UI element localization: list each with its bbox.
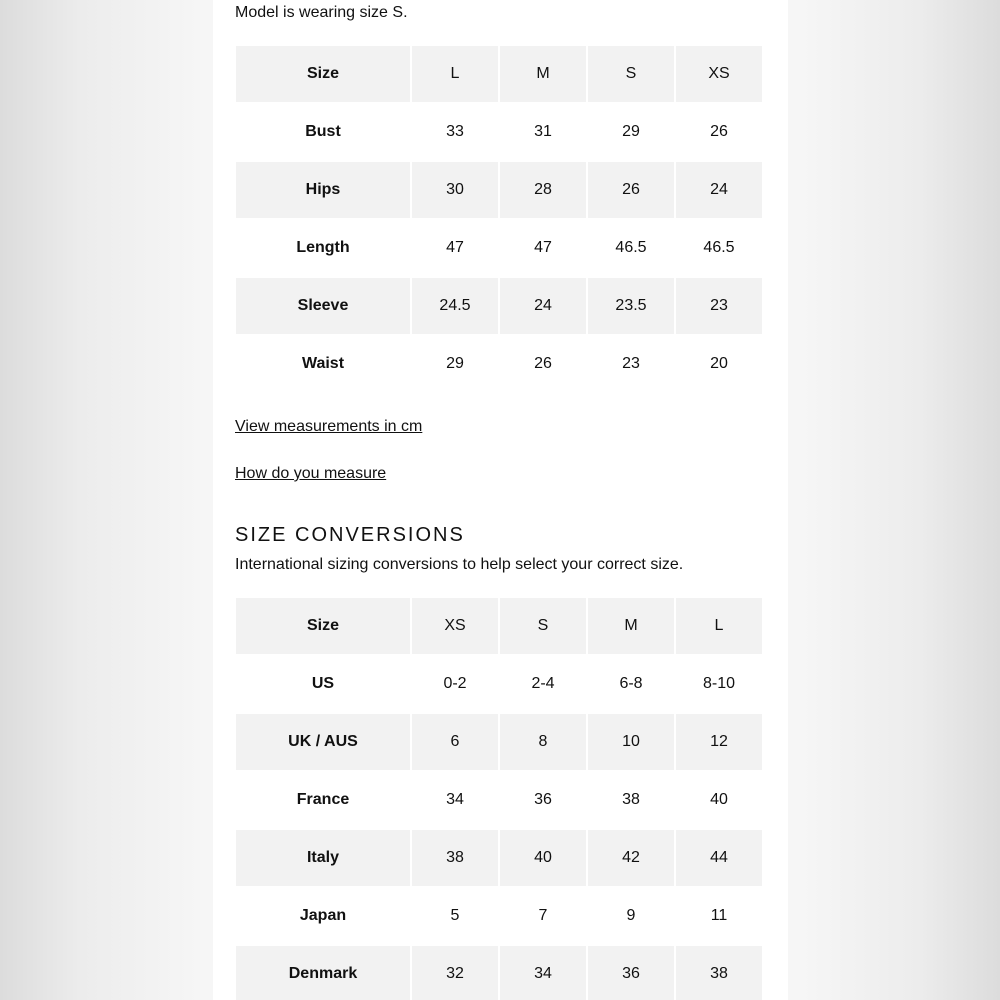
table-cell: 23 xyxy=(622,355,640,372)
table-cell: 28 xyxy=(500,162,586,218)
table-cell: 38 xyxy=(412,830,498,886)
table-cell: 24.5 xyxy=(412,278,498,334)
header-cell: Size xyxy=(236,598,410,654)
header-cell: S xyxy=(588,46,674,102)
table-row xyxy=(236,278,762,334)
row-label: Waist xyxy=(301,355,345,372)
row-label: UK / AUS xyxy=(236,714,410,770)
header-cell: L xyxy=(412,46,498,102)
table-cell: 7 xyxy=(538,907,548,924)
table-cell: 24 xyxy=(500,278,586,334)
header-cell: S xyxy=(500,598,586,654)
row-label: US xyxy=(311,675,335,692)
table-row xyxy=(236,830,762,886)
header-cell: XS xyxy=(676,46,762,102)
measurements-table xyxy=(234,44,764,394)
row-label: France xyxy=(296,791,350,808)
header-cell: L xyxy=(676,598,762,654)
table-row xyxy=(236,162,762,218)
table-cell: 38 xyxy=(676,946,762,1000)
conversions-table xyxy=(234,596,764,1000)
row-label: Japan xyxy=(299,907,347,924)
view-cm-link[interactable]: View measurements in cm xyxy=(235,418,423,435)
table-row xyxy=(236,336,762,392)
table-cell: 40 xyxy=(710,791,728,808)
table-cell: 40 xyxy=(500,830,586,886)
row-label: Sleeve xyxy=(236,278,410,334)
table-row xyxy=(236,104,762,160)
row-label: Length xyxy=(296,239,350,256)
table-cell: 47 xyxy=(446,239,464,256)
table-cell: 8 xyxy=(500,714,586,770)
table-cell: 26 xyxy=(588,162,674,218)
table-cell: 26 xyxy=(534,355,552,372)
table-cell: 11 xyxy=(710,907,728,924)
table-cell: 32 xyxy=(412,946,498,1000)
row-label: Denmark xyxy=(236,946,410,1000)
size-conversions-subtitle: International sizing conversions to help select your correct size. xyxy=(235,556,684,573)
table-row xyxy=(236,946,762,1000)
header-cell: M xyxy=(588,598,674,654)
table-cell: 2-4 xyxy=(531,675,555,692)
table-cell: 31 xyxy=(534,123,552,140)
table-cell: 34 xyxy=(446,791,464,808)
size-conversions-heading: SIZE CONVERSIONS xyxy=(235,524,465,546)
table-cell: 23.5 xyxy=(588,278,674,334)
table-cell: 23 xyxy=(676,278,762,334)
row-label: Italy xyxy=(236,830,410,886)
page-panel xyxy=(213,0,788,1000)
row-label: Bust xyxy=(305,123,341,140)
table-cell: 10 xyxy=(588,714,674,770)
table-cell: 47 xyxy=(534,239,552,256)
table-cell: 12 xyxy=(676,714,762,770)
table-cell: 34 xyxy=(500,946,586,1000)
table-cell: 8-10 xyxy=(702,675,736,692)
table-header-row xyxy=(236,598,762,654)
table-cell: 29 xyxy=(446,355,464,372)
table-cell: 38 xyxy=(622,791,640,808)
header-cell: Size xyxy=(236,46,410,102)
table-cell: 0-2 xyxy=(443,675,467,692)
table-cell: 33 xyxy=(446,123,464,140)
table-cell: 44 xyxy=(676,830,762,886)
table-cell: 42 xyxy=(588,830,674,886)
table-row xyxy=(236,772,762,828)
table-cell: 6 xyxy=(412,714,498,770)
table-cell: 30 xyxy=(412,162,498,218)
table-row xyxy=(236,220,762,276)
table-cell: 6-8 xyxy=(619,675,643,692)
table-cell: 36 xyxy=(534,791,552,808)
header-cell: M xyxy=(500,46,586,102)
table-cell: 20 xyxy=(710,355,728,372)
table-row xyxy=(236,888,762,944)
table-row xyxy=(236,656,762,712)
table-cell: 29 xyxy=(622,123,640,140)
table-cell: 46.5 xyxy=(615,239,647,256)
how-measure-link[interactable]: How do you measure xyxy=(235,465,387,482)
table-cell: 24 xyxy=(676,162,762,218)
table-row xyxy=(236,714,762,770)
model-size-note: Model is wearing size S. xyxy=(235,4,408,21)
table-cell: 5 xyxy=(450,907,460,924)
table-cell: 9 xyxy=(626,907,636,924)
table-cell: 46.5 xyxy=(703,239,735,256)
table-header-row xyxy=(236,46,762,102)
table-cell: 26 xyxy=(710,123,728,140)
table-cell: 36 xyxy=(588,946,674,1000)
row-label: Hips xyxy=(236,162,410,218)
header-cell: XS xyxy=(412,598,498,654)
